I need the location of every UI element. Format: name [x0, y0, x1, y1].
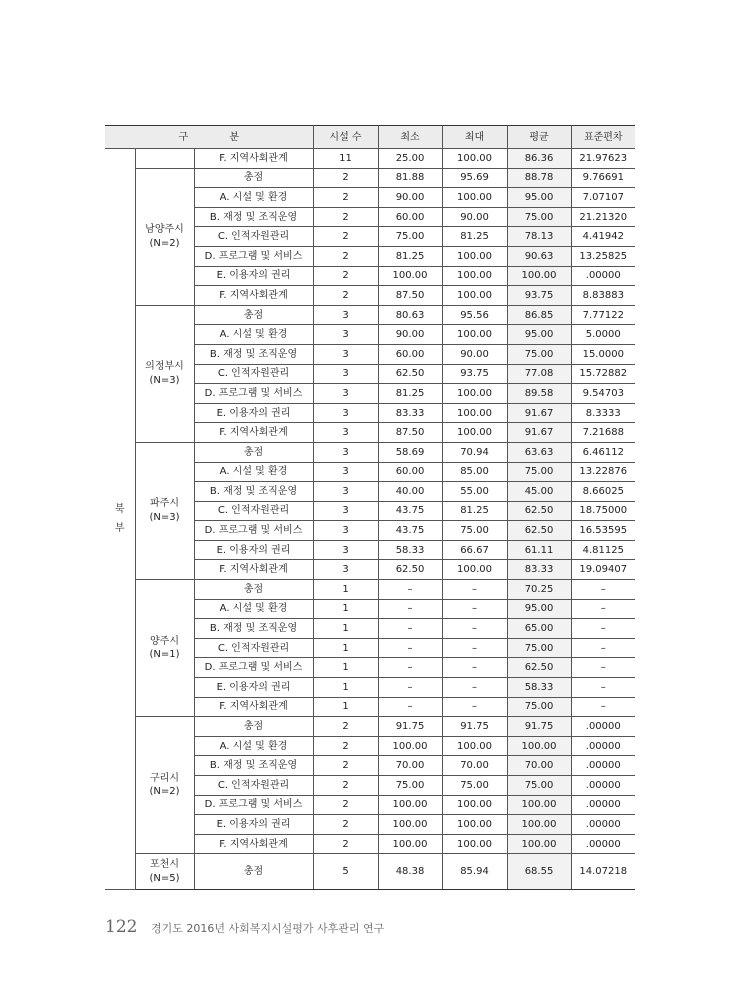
header-stddev: 표준편차 — [571, 126, 635, 149]
cell-mean: 68.55 — [507, 854, 571, 890]
cell-min: 87.50 — [378, 286, 442, 306]
header-count: 시설 수 — [313, 126, 378, 149]
cell-max: – — [442, 697, 507, 717]
cell-count: 1 — [313, 658, 378, 678]
cell-count: 1 — [313, 638, 378, 658]
cell-min: 90.00 — [378, 188, 442, 208]
cell-min: – — [378, 697, 442, 717]
cell-mean: 100.00 — [507, 834, 571, 854]
cell-count: 3 — [313, 384, 378, 404]
cell-count: 2 — [313, 188, 378, 208]
cell-stddev: 7.77122 — [571, 305, 635, 325]
cell-mean: 62.50 — [507, 521, 571, 541]
cell-stddev: 13.25825 — [571, 246, 635, 266]
region-label-1: 북 — [114, 504, 125, 516]
region-cell — [105, 149, 135, 890]
category-cell: C. 인적자원관리 — [194, 364, 313, 384]
cell-min: 43.75 — [378, 521, 442, 541]
cell-stddev: .00000 — [571, 717, 635, 737]
cell-max: 100.00 — [442, 795, 507, 815]
cell-max: – — [442, 658, 507, 678]
table-row — [105, 168, 635, 188]
city-count: (N=5) — [149, 872, 180, 884]
cell-mean: 62.50 — [507, 658, 571, 678]
cell-count: 3 — [313, 442, 378, 462]
page-number: 122 — [105, 917, 138, 937]
table-row — [105, 305, 635, 325]
header-category: 구 분 — [105, 126, 313, 149]
cell-mean: 75.00 — [507, 207, 571, 227]
cell-min: 91.75 — [378, 717, 442, 737]
cell-mean: 100.00 — [507, 736, 571, 756]
cell-max: 70.94 — [442, 442, 507, 462]
cell-count: 3 — [313, 462, 378, 482]
category-cell: 총점 — [194, 854, 313, 890]
category-cell: F. 지역사회관계 — [194, 149, 313, 169]
cell-mean: 93.75 — [507, 286, 571, 306]
cell-min: 81.25 — [378, 384, 442, 404]
cell-count: 5 — [313, 854, 378, 890]
category-cell: C. 인적자원관리 — [194, 227, 313, 247]
cell-min: 83.33 — [378, 403, 442, 423]
city-cell — [135, 305, 194, 442]
city-cell — [135, 442, 194, 579]
cell-count: 2 — [313, 717, 378, 737]
category-cell: D. 프로그램 및 서비스 — [194, 246, 313, 266]
cell-mean: 100.00 — [507, 795, 571, 815]
cell-mean: 70.00 — [507, 756, 571, 776]
cell-max: 90.00 — [442, 207, 507, 227]
cell-count: 2 — [313, 795, 378, 815]
cell-stddev: – — [571, 697, 635, 717]
cell-max: 70.00 — [442, 756, 507, 776]
cell-max: 90.00 — [442, 344, 507, 364]
cell-min: – — [378, 638, 442, 658]
cell-count: 3 — [313, 521, 378, 541]
cell-count: 1 — [313, 580, 378, 600]
cell-count: 2 — [313, 776, 378, 796]
cell-max: 100.00 — [442, 384, 507, 404]
cell-mean: 75.00 — [507, 697, 571, 717]
cell-min: 100.00 — [378, 266, 442, 286]
cell-mean: 90.63 — [507, 246, 571, 266]
category-cell: F. 지역사회관계 — [194, 423, 313, 443]
cell-max: – — [442, 638, 507, 658]
cell-count: 3 — [313, 364, 378, 384]
cell-stddev: – — [571, 678, 635, 698]
footer-title: 경기도 2016년 사회복지시설평가 사후관리 연구 — [150, 922, 385, 935]
category-cell: F. 지역사회관계 — [194, 697, 313, 717]
cell-count: 2 — [313, 246, 378, 266]
cell-count: 3 — [313, 344, 378, 364]
cell-min: – — [378, 678, 442, 698]
cell-stddev: – — [571, 638, 635, 658]
cell-max: 85.94 — [442, 854, 507, 890]
city-cell — [135, 717, 194, 854]
category-cell: E. 이용자의 권리 — [194, 540, 313, 560]
cell-count: 3 — [313, 305, 378, 325]
cell-mean: 70.25 — [507, 580, 571, 600]
cell-min: – — [378, 599, 442, 619]
statistics-table — [105, 125, 635, 890]
cell-min: 48.38 — [378, 854, 442, 890]
header-min: 최소 — [378, 126, 442, 149]
cell-stddev: 8.3333 — [571, 403, 635, 423]
category-cell: B. 재정 및 조직운영 — [194, 756, 313, 776]
category-cell: 총점 — [194, 168, 313, 188]
city-count: (N=1) — [149, 649, 180, 661]
city-name: 남양주시 — [145, 224, 184, 236]
cell-max: 66.67 — [442, 540, 507, 560]
cell-stddev: .00000 — [571, 815, 635, 835]
cell-stddev: 15.72882 — [571, 364, 635, 384]
cell-stddev: .00000 — [571, 266, 635, 286]
cell-min: 62.50 — [378, 364, 442, 384]
cell-mean: 86.36 — [507, 149, 571, 169]
cell-max: 100.00 — [442, 188, 507, 208]
category-cell: D. 프로그램 및 서비스 — [194, 795, 313, 815]
category-cell: D. 프로그램 및 서비스 — [194, 384, 313, 404]
cell-min: 62.50 — [378, 560, 442, 580]
cell-min: 81.88 — [378, 168, 442, 188]
cell-count: 3 — [313, 540, 378, 560]
table-row — [105, 149, 635, 169]
cell-max: 81.25 — [442, 227, 507, 247]
cell-stddev: .00000 — [571, 795, 635, 815]
cell-min: 75.00 — [378, 227, 442, 247]
cell-count: 2 — [313, 286, 378, 306]
cell-min: 58.33 — [378, 540, 442, 560]
cell-count: 2 — [313, 756, 378, 776]
cell-min: 87.50 — [378, 423, 442, 443]
cell-stddev: 6.46112 — [571, 442, 635, 462]
city-cell-empty — [135, 149, 194, 169]
category-cell: D. 프로그램 및 서비스 — [194, 521, 313, 541]
city-count: (N=3) — [149, 511, 180, 523]
category-cell: E. 이용자의 권리 — [194, 678, 313, 698]
cell-mean: 95.00 — [507, 599, 571, 619]
cell-stddev: .00000 — [571, 756, 635, 776]
cell-mean: 91.67 — [507, 423, 571, 443]
statistics-table-container — [105, 125, 635, 890]
cell-max: 100.00 — [442, 286, 507, 306]
cell-max: 100.00 — [442, 423, 507, 443]
cell-max: 75.00 — [442, 776, 507, 796]
city-name: 양주시 — [150, 635, 179, 647]
cell-mean: 91.75 — [507, 717, 571, 737]
cell-mean: 88.78 — [507, 168, 571, 188]
cell-max: 100.00 — [442, 834, 507, 854]
cell-max: 100.00 — [442, 266, 507, 286]
category-cell: B. 재정 및 조직운영 — [194, 482, 313, 502]
cell-min: 70.00 — [378, 756, 442, 776]
cell-mean: 83.33 — [507, 560, 571, 580]
cell-count: 2 — [313, 266, 378, 286]
category-cell: B. 재정 및 조직운영 — [194, 619, 313, 639]
cell-stddev: 8.83883 — [571, 286, 635, 306]
cell-min: 40.00 — [378, 482, 442, 502]
cell-stddev: .00000 — [571, 834, 635, 854]
cell-stddev: 8.66025 — [571, 482, 635, 502]
cell-max: 81.25 — [442, 501, 507, 521]
cell-stddev: 14.07218 — [571, 854, 635, 890]
cell-min: 81.25 — [378, 246, 442, 266]
table-row — [105, 442, 635, 462]
cell-min: 100.00 — [378, 736, 442, 756]
cell-mean: 63.63 — [507, 442, 571, 462]
cell-max: 75.00 — [442, 521, 507, 541]
cell-stddev: 13.22876 — [571, 462, 635, 482]
category-cell: A. 시설 및 환경 — [194, 599, 313, 619]
cell-min: – — [378, 580, 442, 600]
cell-max: 85.00 — [442, 462, 507, 482]
cell-mean: 75.00 — [507, 344, 571, 364]
cell-min: 60.00 — [378, 344, 442, 364]
table-row — [105, 580, 635, 600]
cell-count: 11 — [313, 149, 378, 169]
category-cell: A. 시설 및 환경 — [194, 736, 313, 756]
cell-max: 100.00 — [442, 815, 507, 835]
cell-max: 95.56 — [442, 305, 507, 325]
cell-count: 1 — [313, 599, 378, 619]
city-cell — [135, 854, 194, 890]
cell-max: 100.00 — [442, 736, 507, 756]
category-cell: 총점 — [194, 580, 313, 600]
cell-stddev: 19.09407 — [571, 560, 635, 580]
cell-count: 1 — [313, 697, 378, 717]
table-row — [105, 717, 635, 737]
cell-max: 100.00 — [442, 246, 507, 266]
cell-mean: 58.33 — [507, 678, 571, 698]
cell-min: 58.69 — [378, 442, 442, 462]
cell-max: 100.00 — [442, 560, 507, 580]
cell-stddev: .00000 — [571, 736, 635, 756]
city-count: (N=2) — [149, 786, 180, 798]
cell-count: 3 — [313, 325, 378, 345]
cell-max: 91.75 — [442, 717, 507, 737]
cell-stddev: 21.21320 — [571, 207, 635, 227]
cell-mean: 78.13 — [507, 227, 571, 247]
table-header — [105, 126, 635, 149]
header-max: 최대 — [442, 126, 507, 149]
cell-stddev: 4.81125 — [571, 540, 635, 560]
cell-max: 93.75 — [442, 364, 507, 384]
category-cell: E. 이용자의 권리 — [194, 815, 313, 835]
category-cell: B. 재정 및 조직운영 — [194, 207, 313, 227]
category-cell: 총점 — [194, 717, 313, 737]
cell-stddev: 7.21688 — [571, 423, 635, 443]
cell-count: 2 — [313, 168, 378, 188]
city-cell — [135, 580, 194, 717]
cell-max: 95.69 — [442, 168, 507, 188]
cell-stddev: – — [571, 658, 635, 678]
cell-mean: 86.85 — [507, 305, 571, 325]
cell-max: 100.00 — [442, 325, 507, 345]
cell-mean: 95.00 — [507, 188, 571, 208]
cell-mean: 100.00 — [507, 266, 571, 286]
cell-count: 2 — [313, 834, 378, 854]
cell-stddev: 9.76691 — [571, 168, 635, 188]
category-cell: C. 인적자원관리 — [194, 501, 313, 521]
cell-stddev: 15.0000 — [571, 344, 635, 364]
header-mean: 평균 — [507, 126, 571, 149]
cell-count: 3 — [313, 423, 378, 443]
category-cell: 총점 — [194, 442, 313, 462]
cell-stddev: 5.0000 — [571, 325, 635, 345]
cell-stddev: 18.75000 — [571, 501, 635, 521]
cell-stddev: 21.97623 — [571, 149, 635, 169]
cell-min: 100.00 — [378, 795, 442, 815]
table-row — [105, 854, 635, 890]
cell-mean: 91.67 — [507, 403, 571, 423]
category-cell: E. 이용자의 권리 — [194, 403, 313, 423]
cell-count: 1 — [313, 678, 378, 698]
cell-count: 3 — [313, 482, 378, 502]
table-body — [105, 149, 635, 890]
cell-count: 3 — [313, 501, 378, 521]
cell-mean: 77.08 — [507, 364, 571, 384]
cell-stddev: .00000 — [571, 776, 635, 796]
city-count: (N=2) — [149, 237, 180, 249]
cell-mean: 95.00 — [507, 325, 571, 345]
cell-min: 90.00 — [378, 325, 442, 345]
category-cell: F. 지역사회관계 — [194, 560, 313, 580]
cell-max: – — [442, 678, 507, 698]
cell-count: 2 — [313, 815, 378, 835]
cell-min: 60.00 — [378, 462, 442, 482]
cell-min: 80.63 — [378, 305, 442, 325]
cell-min: 100.00 — [378, 815, 442, 835]
category-cell: C. 인적자원관리 — [194, 638, 313, 658]
city-name: 파주시 — [150, 498, 179, 510]
cell-max: – — [442, 599, 507, 619]
cell-stddev: 9.54703 — [571, 384, 635, 404]
cell-count: 2 — [313, 207, 378, 227]
cell-mean: 75.00 — [507, 638, 571, 658]
category-cell: A. 시설 및 환경 — [194, 188, 313, 208]
cell-stddev: 7.07107 — [571, 188, 635, 208]
cell-mean: 75.00 — [507, 462, 571, 482]
cell-mean: 89.58 — [507, 384, 571, 404]
cell-count: 3 — [313, 403, 378, 423]
cell-mean: 100.00 — [507, 815, 571, 835]
cell-mean: 61.11 — [507, 540, 571, 560]
cell-max: – — [442, 619, 507, 639]
cell-stddev: 4.41942 — [571, 227, 635, 247]
cell-max: 55.00 — [442, 482, 507, 502]
page-footer — [105, 917, 384, 937]
cell-mean: 45.00 — [507, 482, 571, 502]
cell-stddev: – — [571, 599, 635, 619]
category-cell: F. 지역사회관계 — [194, 286, 313, 306]
city-name: 구리시 — [150, 772, 179, 784]
cell-min: 43.75 — [378, 501, 442, 521]
cell-count: 1 — [313, 619, 378, 639]
cell-count: 2 — [313, 227, 378, 247]
city-name: 포천시 — [150, 859, 179, 871]
cell-min: 75.00 — [378, 776, 442, 796]
cell-min: – — [378, 619, 442, 639]
cell-min: 25.00 — [378, 149, 442, 169]
category-cell: B. 재정 및 조직운영 — [194, 344, 313, 364]
category-cell: D. 프로그램 및 서비스 — [194, 658, 313, 678]
category-cell: A. 시설 및 환경 — [194, 325, 313, 345]
city-cell — [135, 168, 194, 305]
cell-min: – — [378, 658, 442, 678]
cell-min: 100.00 — [378, 834, 442, 854]
category-cell: C. 인적자원관리 — [194, 776, 313, 796]
category-cell: F. 지역사회관계 — [194, 834, 313, 854]
cell-mean: 75.00 — [507, 776, 571, 796]
cell-stddev: – — [571, 580, 635, 600]
cell-count: 3 — [313, 560, 378, 580]
cell-max: 100.00 — [442, 149, 507, 169]
cell-min: 60.00 — [378, 207, 442, 227]
cell-stddev: 16.53595 — [571, 521, 635, 541]
city-count: (N=3) — [149, 374, 180, 386]
category-cell: 총점 — [194, 305, 313, 325]
category-cell: E. 이용자의 권리 — [194, 266, 313, 286]
cell-mean: 62.50 — [507, 501, 571, 521]
cell-mean: 65.00 — [507, 619, 571, 639]
city-name: 의정부시 — [145, 361, 184, 373]
cell-count: 2 — [313, 736, 378, 756]
cell-max: 100.00 — [442, 403, 507, 423]
region-label-2: 부 — [114, 523, 125, 535]
category-cell: A. 시설 및 환경 — [194, 462, 313, 482]
cell-max: – — [442, 580, 507, 600]
cell-stddev: – — [571, 619, 635, 639]
